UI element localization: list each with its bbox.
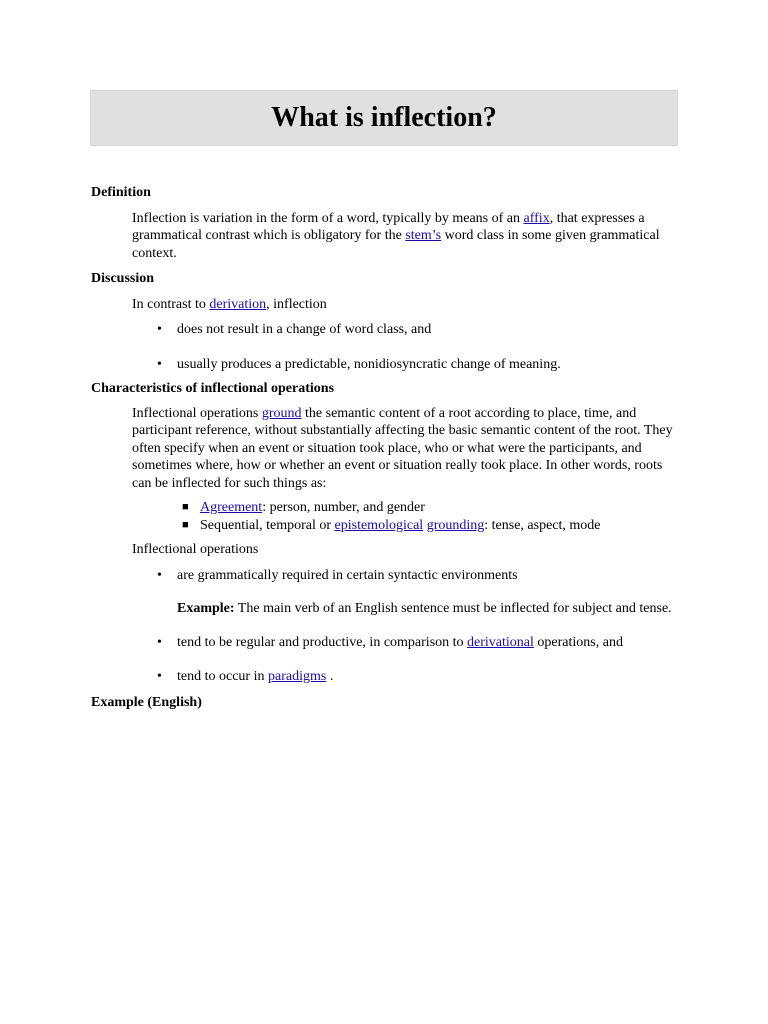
definition-text: word class in some given grammatical context. <box>132 228 660 261</box>
page-title: What is inflection? <box>271 102 497 133</box>
link-paradigms[interactable]: paradigms <box>267 669 327 684</box>
list-item-text: tend to occur in <box>177 669 268 684</box>
document-body <box>91 184 681 711</box>
characteristics-paragraph <box>91 405 680 493</box>
bullet-icon: • <box>157 567 162 583</box>
link-derivation[interactable]: derivation <box>209 296 267 312</box>
list-item-text: . <box>326 669 334 684</box>
square-bullet-icon: ■ <box>182 518 189 531</box>
section-heading-definition: Definition <box>91 185 151 200</box>
section-heading-example-english: Example (English) <box>91 694 202 710</box>
link-agreement[interactable]: Agreement <box>200 500 263 515</box>
characteristics-text: Inflectional operations <box>132 405 262 421</box>
list-item <box>91 634 681 652</box>
bullet-icon: • <box>157 634 162 650</box>
square-bullet-icon: ■ <box>182 501 189 513</box>
section-heading-characteristics: Characteristics of inflectional operations <box>91 381 335 396</box>
example-text: The main verb of an English sentence must be inflected for subject and tense. <box>234 601 672 616</box>
title-banner <box>90 90 678 146</box>
list-item <box>91 517 681 535</box>
discussion-text: , inflection <box>266 296 327 312</box>
list-item <box>91 567 681 585</box>
bullet-icon: • <box>157 669 162 684</box>
list-item-text: : tense, aspect, mode <box>484 517 601 533</box>
discussion-text: In contrast to <box>132 296 210 312</box>
bullet-icon: • <box>157 356 162 372</box>
link-epistemological[interactable]: epistemological <box>334 517 424 533</box>
link-grounding[interactable]: grounding <box>426 517 485 533</box>
inflection-things-list <box>91 499 681 534</box>
definition-paragraph <box>91 210 680 263</box>
list-item <box>91 668 681 686</box>
example-note <box>91 600 679 618</box>
list-item <box>91 356 681 374</box>
bullet-icon: • <box>157 322 162 337</box>
list-item-text: are grammatically required in certain syntactic environments <box>177 567 518 583</box>
link-stems[interactable]: stem’s <box>405 228 442 243</box>
characteristics-text: the semantic content of a root according to place, time, and participant reference, without substantially affecting the basic semantic content of the root. They often specify when an event or situation took place, who or what were the participants, and sometimes where, how or whether an event or situation really took place. In other words, roots can be inflected for such things as: <box>132 405 673 491</box>
operations-list-continued <box>91 634 681 686</box>
list-item-text: : person, number, and gender <box>262 500 425 515</box>
list-item-text: operations, and <box>533 634 623 650</box>
list-item <box>91 499 681 517</box>
link-ground[interactable]: ground <box>261 405 302 421</box>
list-item <box>91 321 681 339</box>
discussion-list <box>91 321 681 373</box>
discussion-intro <box>91 296 680 314</box>
operations-list <box>91 567 681 585</box>
operations-intro: Inflectional operations <box>132 542 259 557</box>
list-item-text: Sequential, temporal or <box>200 517 335 533</box>
definition-text: , that expresses a grammatical contrast which is obligatory for the <box>132 210 645 243</box>
list-item-text: usually produces a predictable, nonidiosyncratic change of meaning. <box>177 356 561 372</box>
definition-text: Inflection is variation in the form of a word, typically by means of an <box>132 210 524 226</box>
example-label: Example: <box>177 601 235 616</box>
section-heading-discussion: Discussion <box>91 271 155 286</box>
list-item-text: does not result in a change of word class, and <box>177 322 432 337</box>
link-affix[interactable]: affix <box>523 210 550 226</box>
link-derivational[interactable]: derivational <box>467 634 534 650</box>
list-item-text: tend to be regular and productive, in comparison to <box>177 634 468 650</box>
